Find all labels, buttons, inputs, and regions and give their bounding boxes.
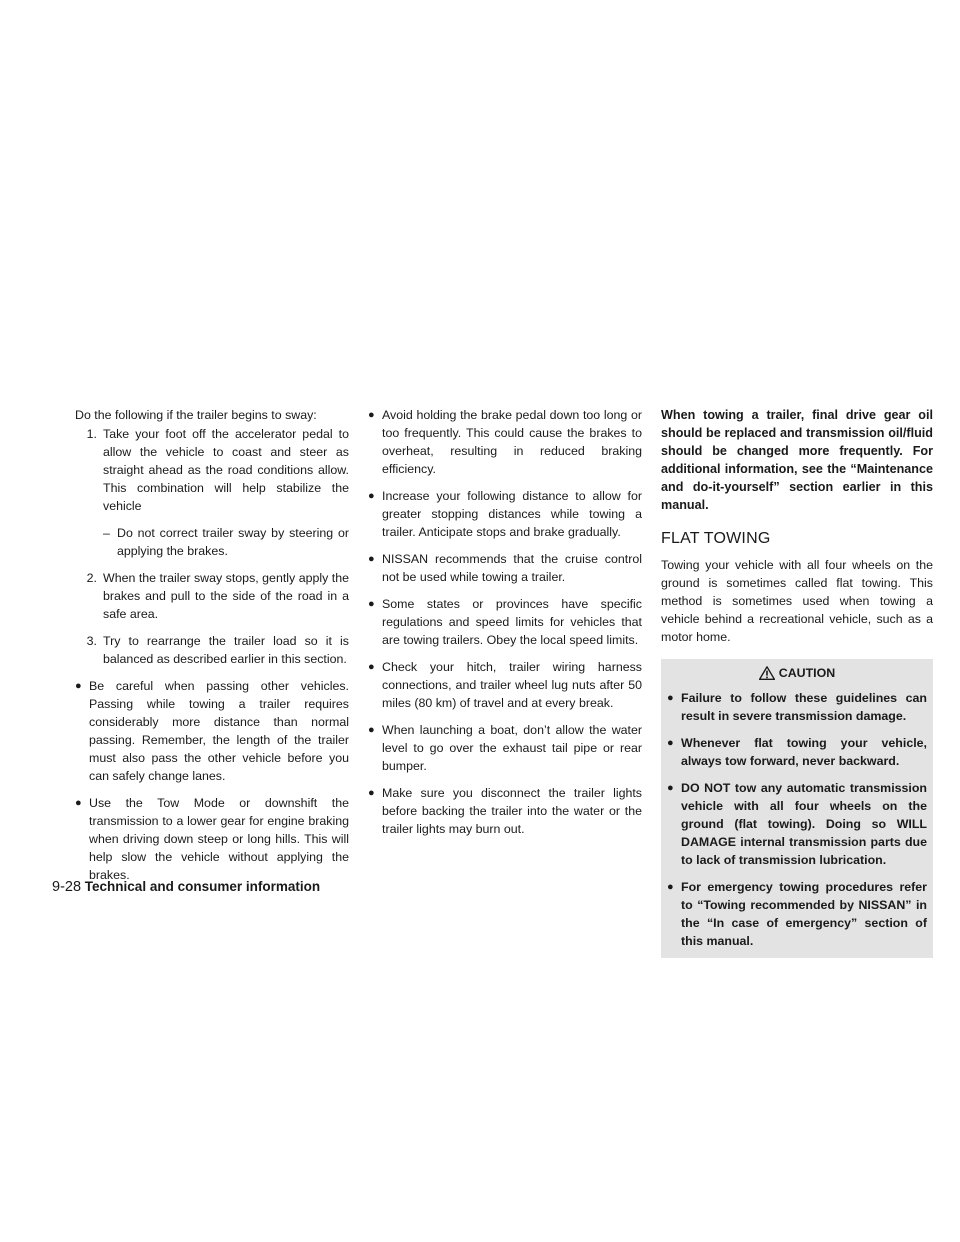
list-item-text: Avoid holding the brake pedal down too long or too frequently. This could cause the brakes to overheat, resulting in reduced braking efficiency. [382,408,642,476]
step-2 [75,569,349,623]
bullet-icon: ● [667,692,674,704]
caution-item [667,689,927,725]
intro-text: Do the following if the trailer begins to sway: [75,408,317,422]
list-item-text: Increase your following distance to allow for greater stopping distances while towing a trailer. Anticipate stops and brake gradually. [382,489,642,539]
caution-item-text: Failure to follow these guidelines can result in severe transmission damage. [681,691,927,723]
sub-item [103,524,349,560]
bullet-icon: ● [667,782,674,794]
bullet-icon: ● [667,881,674,893]
dash-marker: – [103,526,110,540]
list-item [368,550,642,586]
list-item [75,677,349,785]
column-3 [661,406,933,958]
list-item [75,794,349,884]
caution-item-text: For emergency towing procedures refer to “Towing recommended by NISSAN” in the “In case of emergency” section of this manual. [681,880,927,948]
step-number: 3. [86,634,97,648]
warning-icon [759,666,775,680]
step-1 [75,425,349,560]
caution-item-text: Whenever flat towing your vehicle, always tow forward, never backward. [681,736,927,768]
bullet-icon: ● [368,724,375,736]
list-item [368,487,642,541]
page-number: 9-28 [52,879,82,895]
column-1 [75,406,349,893]
bullet-icon: ● [368,661,375,673]
bullet-icon: ● [667,737,674,749]
step-text: Try to rearrange the trailer load so it is balanced as described earlier in this section. [103,634,349,666]
list-item-text: Some states or provinces have specific regulations and speed limits for vehicles that are towing trailers. Obey the local speed limits. [382,597,642,647]
caution-box [661,659,933,958]
caution-item [667,878,927,950]
list-item-text: Be careful when passing other vehicles. Passing while towing a trailer requires considerably more distance than normal passing. Remember, the length of the trailer must also pass the other vehicle before you can safely change lanes. [89,679,349,783]
bullet-icon: ● [368,409,375,421]
list-item [368,784,642,838]
step-number: 1. [86,427,97,441]
bold-note: When towing a trailer, final drive gear oil should be replaced and transmission oil/fluid should be changed more frequently. For additional information, see the “Maintenance and do-it-yourself” section earlier in this manual. [661,408,933,512]
list-item-text: Use the Tow Mode or downshift the transmission to a lower gear for engine braking when driving down steep or long hills. This will help slow the vehicle without applying the brakes. [89,796,349,882]
caution-item-text: DO NOT tow any automatic transmission vehicle with all four wheels on the ground (flat towing). Doing so WILL DAMAGE internal transmission parts due to lack of transmission lubrication. [681,781,927,867]
caution-title: CAUTION [778,666,836,680]
list-item-text: Make sure you disconnect the trailer lights before backing the trailer into the water or the trailer lights may burn out. [382,786,642,836]
section-paragraph: Towing your vehicle with all four wheels on the ground is sometimes called flat towing. This method is sometimes used when towing a vehicle behind a recreational vehicle, such as a motor home. [661,558,933,644]
column-2 [368,406,642,847]
caution-item [667,779,927,869]
bullet-icon: ● [368,598,375,610]
page-footer [52,878,320,896]
step-number: 2. [86,571,97,585]
bullet-icon: ● [75,680,82,692]
bullet-icon: ● [75,797,82,809]
bullet-icon: ● [368,490,375,502]
step-text: When the trailer sway stops, gently apply the brakes and pull to the side of the road in a safe area. [103,571,349,621]
sub-item-text: Do not correct trailer sway by steering or applying the brakes. [117,526,349,558]
list-item [368,595,642,649]
list-item-text: Check your hitch, trailer wiring harness connections, and trailer wheel lug nuts after 50 miles (80 km) of travel and at every break. [382,660,642,710]
step-text: Take your foot off the accelerator pedal to allow the vehicle to coast and steer as straight ahead as the road conditions allow. This combination will help stabilize the vehicle [103,427,349,513]
bullet-icon: ● [368,787,375,799]
list-item-text: NISSAN recommends that the cruise control not be used while towing a trailer. [382,552,642,584]
list-item [368,658,642,712]
list-item-text: When launching a boat, don’t allow the water level to go over the exhaust tail pipe or rear bumper. [382,723,642,773]
chapter-title: Technical and consumer information [84,879,321,894]
caution-item [667,734,927,770]
step-3 [75,632,349,668]
bullet-icon: ● [368,553,375,565]
list-item [368,406,642,478]
caution-header [667,664,927,682]
section-heading: FLAT TOWING [661,530,771,547]
list-item [368,721,642,775]
